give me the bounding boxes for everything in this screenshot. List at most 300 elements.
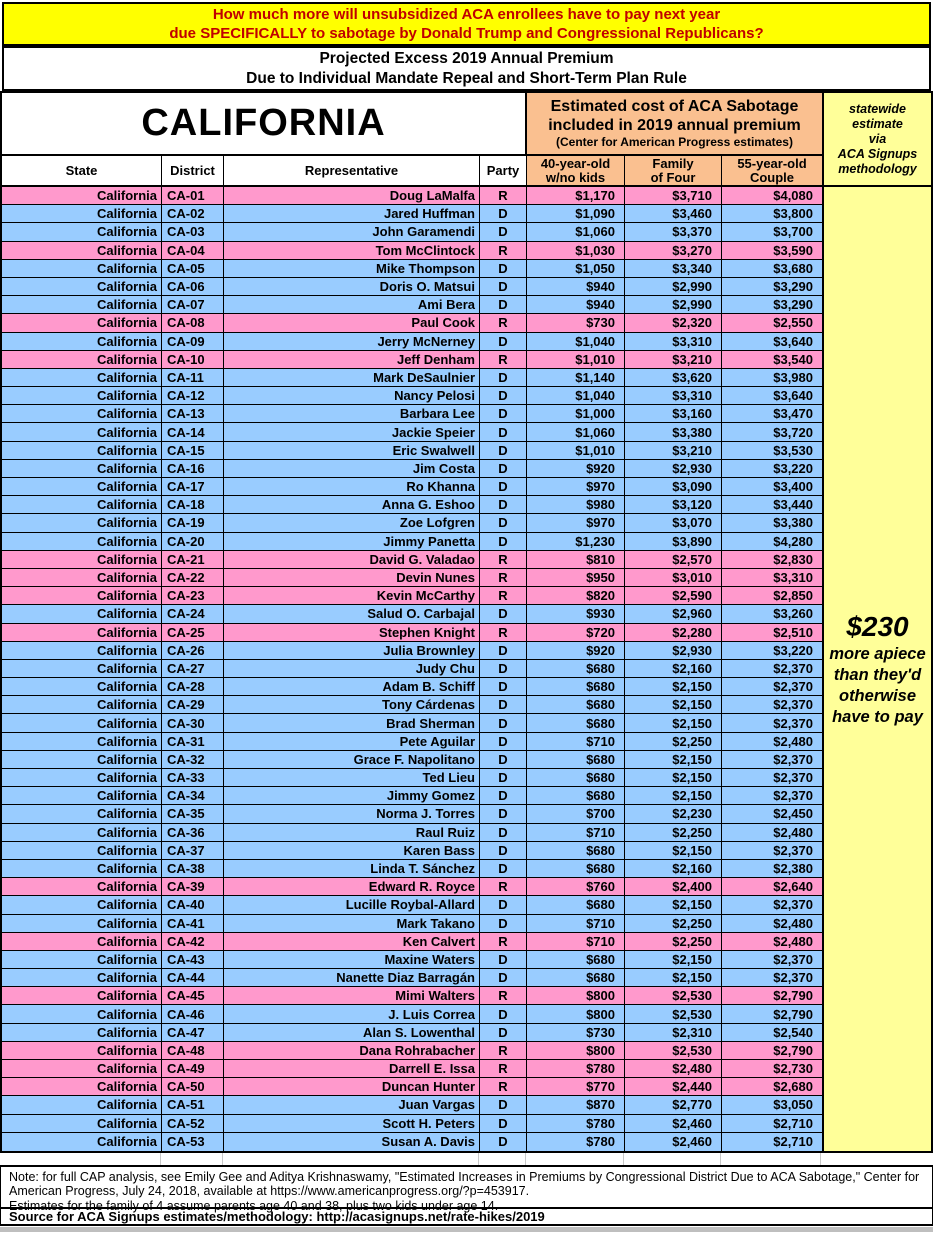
premium-55yo-cell: $2,370 xyxy=(773,660,813,676)
table-row-ca-44 xyxy=(2,969,822,987)
state-cell: California xyxy=(2,242,162,259)
representative-cell: Dana Rohrabacher xyxy=(224,1042,480,1059)
district-cell: CA-48 xyxy=(162,1042,224,1059)
district-cell: CA-13 xyxy=(162,405,224,422)
district-cell: CA-11 xyxy=(162,369,224,386)
party-cell: D xyxy=(480,1005,527,1022)
column-header-representative xyxy=(224,156,480,185)
premium-40yo-cell: $680 xyxy=(527,751,625,768)
table-row-ca-02 xyxy=(2,205,822,223)
table-row-ca-46 xyxy=(2,1005,822,1023)
representative-cell: Paul Cook xyxy=(224,314,480,331)
callout-line-4: have to pay xyxy=(832,707,923,726)
party-cell: D xyxy=(480,260,527,277)
table-row-ca-43 xyxy=(2,951,822,969)
party-cell: D xyxy=(480,842,527,859)
premium-55yo-cell: $3,290 xyxy=(773,297,813,313)
premium-55yo-cell: $2,370 xyxy=(773,897,813,913)
premium-40yo-cell: $970 xyxy=(527,478,625,495)
premium-55yo-cell: $3,440 xyxy=(773,497,813,513)
table-row-ca-22 xyxy=(2,569,822,587)
premium-40yo-cell: $680 xyxy=(527,842,625,859)
state-cell: California xyxy=(2,969,162,986)
premium-40yo-cell: $710 xyxy=(527,915,625,932)
premium-55yo-cell: $2,370 xyxy=(773,715,813,731)
state-cell: California xyxy=(2,1115,162,1132)
premium-55yo-cell: $2,730 xyxy=(773,1061,813,1077)
representative-cell: Anna G. Eshoo xyxy=(224,496,480,513)
party-cell: D xyxy=(480,533,527,550)
table-row-ca-09 xyxy=(2,333,822,351)
premium-40yo-cell: $930 xyxy=(527,605,625,622)
table-row-ca-28 xyxy=(2,678,822,696)
premium-55yo-cell: $3,590 xyxy=(773,242,813,258)
premium-40yo-cell: $700 xyxy=(527,805,625,822)
representative-cell: Ro Khanna xyxy=(224,478,480,495)
party-cell: R xyxy=(480,569,527,586)
premium-55yo-cell: $2,370 xyxy=(773,770,813,786)
callout-line-2: than they'd xyxy=(833,665,922,684)
party-cell: D xyxy=(480,496,527,513)
subtitle-box xyxy=(2,46,931,91)
party-cell: D xyxy=(480,696,527,713)
state-cell: California xyxy=(2,314,162,331)
table-row-ca-20 xyxy=(2,533,822,551)
state-cell: California xyxy=(2,878,162,895)
premium-family4-cell: $2,150 xyxy=(625,769,722,786)
table-region xyxy=(0,91,933,1153)
premium-55yo-cell: $2,480 xyxy=(773,915,813,931)
footnote-family: Estimates for the family of 4 assume parents age 40 and 38, plus two kids under age 14. xyxy=(9,1198,499,1213)
table-row-ca-40 xyxy=(2,896,822,914)
premium-40yo-cell: $760 xyxy=(527,878,625,895)
premium-family4-cell: $3,460 xyxy=(625,205,722,222)
table-row-ca-37 xyxy=(2,842,822,860)
premium-40yo-cell: $710 xyxy=(527,824,625,841)
representative-cell: Alan S. Lowenthal xyxy=(224,1024,480,1041)
premium-55yo-cell: $3,220 xyxy=(773,460,813,476)
premium-40yo-cell: $680 xyxy=(527,696,625,713)
representative-cell: Barbara Lee xyxy=(224,405,480,422)
representative-cell: Juan Vargas xyxy=(224,1096,480,1113)
party-cell: R xyxy=(480,1078,527,1095)
representative-cell: Adam B. Schiff xyxy=(224,678,480,695)
district-cell: CA-37 xyxy=(162,842,224,859)
premium-55yo-cell: $3,220 xyxy=(773,642,813,658)
representative-cell: Devin Nunes xyxy=(224,569,480,586)
party-cell: D xyxy=(480,605,527,622)
district-cell: CA-33 xyxy=(162,769,224,786)
district-cell: CA-47 xyxy=(162,1024,224,1041)
premium-family4-cell: $2,150 xyxy=(625,714,722,731)
premium-55yo-cell: $2,370 xyxy=(773,788,813,804)
party-cell: R xyxy=(480,187,527,204)
party-cell: D xyxy=(480,514,527,531)
premium-family4-cell: $2,570 xyxy=(625,551,722,568)
premium-55yo-cell: $2,850 xyxy=(773,588,813,604)
district-cell: CA-36 xyxy=(162,824,224,841)
representative-cell: Jimmy Gomez xyxy=(224,787,480,804)
party-cell: D xyxy=(480,478,527,495)
table-row-ca-17 xyxy=(2,478,822,496)
party-cell: D xyxy=(480,205,527,222)
premium-40yo-cell: $800 xyxy=(527,1042,625,1059)
state-cell: California xyxy=(2,824,162,841)
premium-55yo-cell: $2,450 xyxy=(773,806,813,822)
premium-family4-cell: $2,160 xyxy=(625,660,722,677)
premium-55yo-cell: $3,470 xyxy=(773,406,813,422)
column-header-55yo-line1: 55-year-old xyxy=(737,155,807,171)
district-cell: CA-50 xyxy=(162,1078,224,1095)
state-cell: California xyxy=(2,787,162,804)
table-row-ca-03 xyxy=(2,223,822,241)
party-cell: R xyxy=(480,1042,527,1059)
district-cell: CA-06 xyxy=(162,278,224,295)
district-cell: CA-04 xyxy=(162,242,224,259)
representative-cell: Eric Swalwell xyxy=(224,442,480,459)
premium-family4-cell: $3,210 xyxy=(625,442,722,459)
premium-family4-cell: $2,960 xyxy=(625,605,722,622)
premium-40yo-cell: $920 xyxy=(527,642,625,659)
column-header-40yo-line1: 40-year-old xyxy=(540,155,611,171)
representative-cell: Mark Takano xyxy=(224,915,480,932)
statewide-amount: $230 xyxy=(846,610,909,642)
table-row-ca-05 xyxy=(2,260,822,278)
premium-55yo-cell: $2,370 xyxy=(773,970,813,986)
table-row-ca-12 xyxy=(2,387,822,405)
district-cell: CA-12 xyxy=(162,387,224,404)
premium-55yo-cell: $3,700 xyxy=(773,224,813,240)
premium-55yo-cell: $2,790 xyxy=(773,1042,813,1058)
representative-cell: Susan A. Davis xyxy=(224,1133,480,1151)
district-cell: CA-53 xyxy=(162,1133,224,1151)
state-cell: California xyxy=(2,987,162,1004)
table-row-ca-48 xyxy=(2,1042,822,1060)
premium-family4-cell: $3,890 xyxy=(625,533,722,550)
column-header-family4-line1: Family xyxy=(652,155,694,171)
state-cell: California xyxy=(2,624,162,641)
premium-family4-cell: $2,150 xyxy=(625,969,722,986)
premium-55yo-cell: $2,480 xyxy=(773,824,813,840)
premium-family4-cell: $2,150 xyxy=(625,896,722,913)
premium-family4-cell: $3,380 xyxy=(625,423,722,440)
premium-family4-cell: $3,210 xyxy=(625,351,722,368)
state-cell: California xyxy=(2,678,162,695)
representative-cell: Raul Ruiz xyxy=(224,824,480,841)
district-cell: CA-29 xyxy=(162,696,224,713)
table-row-ca-01 xyxy=(2,187,822,205)
state-cell: California xyxy=(2,387,162,404)
party-cell: D xyxy=(480,660,527,677)
premium-family4-cell: $2,480 xyxy=(625,1060,722,1077)
premium-40yo-cell: $1,040 xyxy=(527,333,625,350)
premium-55yo-cell: $3,800 xyxy=(773,206,813,222)
premium-40yo-cell: $800 xyxy=(527,1005,625,1022)
premium-family4-cell: $3,120 xyxy=(625,496,722,513)
party-cell: R xyxy=(480,587,527,604)
state-cell: California xyxy=(2,696,162,713)
cap-header-line-2: included in 2019 annual premium xyxy=(548,117,801,134)
table-row-ca-47 xyxy=(2,1024,822,1042)
district-cell: CA-21 xyxy=(162,551,224,568)
headline-line-1: How much more will unsubsidized ACA enrollees have to pay next year xyxy=(212,6,721,23)
state-cell: California xyxy=(2,296,162,313)
table-row-ca-14 xyxy=(2,423,822,441)
table-row-ca-53 xyxy=(2,1133,822,1151)
state-cell: California xyxy=(2,587,162,604)
table-row-ca-26 xyxy=(2,642,822,660)
district-cell: CA-24 xyxy=(162,605,224,622)
state-cell: California xyxy=(2,223,162,240)
representative-cell: Jim Costa xyxy=(224,460,480,477)
state-cell: California xyxy=(2,951,162,968)
party-cell: R xyxy=(480,1060,527,1077)
party-cell: D xyxy=(480,951,527,968)
district-cell: CA-07 xyxy=(162,296,224,313)
premium-55yo-cell: $2,370 xyxy=(773,951,813,967)
column-header-state-label: State xyxy=(65,162,98,178)
district-cell: CA-42 xyxy=(162,933,224,950)
premium-40yo-cell: $1,010 xyxy=(527,351,625,368)
state-cell: California xyxy=(2,1060,162,1077)
spreadsheet-gap-strip xyxy=(0,1153,933,1165)
premium-family4-cell: $2,990 xyxy=(625,296,722,313)
premium-40yo-cell: $820 xyxy=(527,587,625,604)
methodology-line-1: statewide estimate xyxy=(849,101,906,131)
subtitle-line-1: Projected Excess 2019 Annual Premium xyxy=(319,49,614,67)
party-cell: D xyxy=(480,387,527,404)
party-cell: D xyxy=(480,1133,527,1151)
state-cell: California xyxy=(2,660,162,677)
table-row-ca-39 xyxy=(2,878,822,896)
premium-40yo-cell: $970 xyxy=(527,514,625,531)
district-cell: CA-43 xyxy=(162,951,224,968)
column-header-40yo-line2: w/no kids xyxy=(545,169,606,185)
premium-40yo-cell: $680 xyxy=(527,951,625,968)
party-cell: D xyxy=(480,1096,527,1113)
premium-40yo-cell: $680 xyxy=(527,969,625,986)
party-cell: D xyxy=(480,369,527,386)
representative-cell: Kevin McCarthy xyxy=(224,587,480,604)
premium-40yo-cell: $780 xyxy=(527,1060,625,1077)
table-header-top xyxy=(2,93,822,156)
representative-cell: Ken Calvert xyxy=(224,933,480,950)
representative-cell: Lucille Roybal-Allard xyxy=(224,896,480,913)
party-cell: R xyxy=(480,314,527,331)
representative-cell: Judy Chu xyxy=(224,660,480,677)
district-cell: CA-08 xyxy=(162,314,224,331)
district-cell: CA-10 xyxy=(162,351,224,368)
callout-line-1: more apiece xyxy=(829,644,926,663)
representative-cell: Duncan Hunter xyxy=(224,1078,480,1095)
representative-cell: Jared Huffman xyxy=(224,205,480,222)
party-cell: D xyxy=(480,296,527,313)
district-cell: CA-15 xyxy=(162,442,224,459)
premium-40yo-cell: $680 xyxy=(527,860,625,877)
premium-40yo-cell: $680 xyxy=(527,714,625,731)
representative-cell: Ted Lieu xyxy=(224,769,480,786)
premium-40yo-cell: $940 xyxy=(527,278,625,295)
party-cell: D xyxy=(480,278,527,295)
district-cell: CA-16 xyxy=(162,460,224,477)
premium-55yo-cell: $3,400 xyxy=(773,479,813,495)
premium-55yo-cell: $2,640 xyxy=(773,879,813,895)
premium-family4-cell: $2,150 xyxy=(625,842,722,859)
table-row-ca-42 xyxy=(2,933,822,951)
district-cell: CA-40 xyxy=(162,896,224,913)
district-cell: CA-05 xyxy=(162,260,224,277)
state-cell: California xyxy=(2,805,162,822)
premium-40yo-cell: $950 xyxy=(527,569,625,586)
party-cell: R xyxy=(480,624,527,641)
representative-cell: John Garamendi xyxy=(224,223,480,240)
table-row-ca-29 xyxy=(2,696,822,714)
table-row-ca-21 xyxy=(2,551,822,569)
representative-cell: Mimi Walters xyxy=(224,987,480,1004)
table-body xyxy=(2,187,822,1151)
premium-55yo-cell: $3,720 xyxy=(773,424,813,440)
headline-banner xyxy=(2,2,931,46)
representative-cell: Jackie Speier xyxy=(224,423,480,440)
premium-55yo-cell: $2,480 xyxy=(773,933,813,949)
representative-cell: Norma J. Torres xyxy=(224,805,480,822)
table-row-ca-30 xyxy=(2,714,822,732)
premium-40yo-cell: $730 xyxy=(527,314,625,331)
party-cell: D xyxy=(480,460,527,477)
source-text: Source for ACA Signups estimates/methodology: http://acasignups.net/rate-hikes/2019 xyxy=(9,1208,545,1224)
table-row-ca-35 xyxy=(2,805,822,823)
premium-40yo-cell: $980 xyxy=(527,496,625,513)
district-cell: CA-45 xyxy=(162,987,224,1004)
premium-40yo-cell: $920 xyxy=(527,460,625,477)
representative-cell: Karen Bass xyxy=(224,842,480,859)
state-cell: California xyxy=(2,860,162,877)
state-cell: California xyxy=(2,1133,162,1151)
premium-family4-cell: $2,400 xyxy=(625,878,722,895)
premium-family4-cell: $3,010 xyxy=(625,569,722,586)
table-row-ca-08 xyxy=(2,314,822,332)
representative-cell: Stephen Knight xyxy=(224,624,480,641)
premium-40yo-cell: $680 xyxy=(527,660,625,677)
premium-family4-cell: $2,930 xyxy=(625,642,722,659)
premium-family4-cell: $2,150 xyxy=(625,787,722,804)
party-cell: D xyxy=(480,333,527,350)
headline-line-2: due SPECIFICALLY to sabotage by Donald Trump and Congressional Republicans? xyxy=(169,25,764,42)
premium-family4-cell: $2,150 xyxy=(625,696,722,713)
district-cell: CA-22 xyxy=(162,569,224,586)
district-cell: CA-28 xyxy=(162,678,224,695)
table-row-ca-19 xyxy=(2,514,822,532)
table-row-ca-45 xyxy=(2,987,822,1005)
party-cell: D xyxy=(480,751,527,768)
district-cell: CA-02 xyxy=(162,205,224,222)
premium-40yo-cell: $1,050 xyxy=(527,260,625,277)
premium-55yo-cell: $2,710 xyxy=(773,1115,813,1131)
district-cell: CA-26 xyxy=(162,642,224,659)
premium-family4-cell: $3,270 xyxy=(625,242,722,259)
column-header-party-label: Party xyxy=(486,162,520,178)
statewide-callout xyxy=(824,187,931,1151)
premium-family4-cell: $2,230 xyxy=(625,805,722,822)
party-cell: D xyxy=(480,769,527,786)
premium-40yo-cell: $870 xyxy=(527,1096,625,1113)
callout-line-3: otherwise xyxy=(838,686,917,705)
party-cell: D xyxy=(480,969,527,986)
state-cell: California xyxy=(2,569,162,586)
representative-cell: Tom McClintock xyxy=(224,242,480,259)
table-row-ca-31 xyxy=(2,733,822,751)
column-header-district xyxy=(162,156,224,185)
table-row-ca-38 xyxy=(2,860,822,878)
table-row-ca-32 xyxy=(2,751,822,769)
district-cell: CA-39 xyxy=(162,878,224,895)
party-cell: D xyxy=(480,1024,527,1041)
party-cell: D xyxy=(480,733,527,750)
premium-40yo-cell: $680 xyxy=(527,787,625,804)
representative-cell: Maxine Waters xyxy=(224,951,480,968)
representative-cell: Tony Cárdenas xyxy=(224,696,480,713)
state-cell: California xyxy=(2,369,162,386)
premium-55yo-cell: $3,050 xyxy=(773,1097,813,1113)
district-cell: CA-38 xyxy=(162,860,224,877)
district-cell: CA-46 xyxy=(162,1005,224,1022)
state-cell: California xyxy=(2,1042,162,1059)
table-row-ca-16 xyxy=(2,460,822,478)
premium-family4-cell: $2,150 xyxy=(625,951,722,968)
representative-cell: Jimmy Panetta xyxy=(224,533,480,550)
premium-family4-cell: $2,250 xyxy=(625,824,722,841)
premium-55yo-cell: $3,980 xyxy=(773,369,813,385)
cap-estimates-header xyxy=(527,93,822,154)
premium-40yo-cell: $1,140 xyxy=(527,369,625,386)
premium-40yo-cell: $680 xyxy=(527,896,625,913)
cap-header-line-1: Estimated cost of ACA Sabotage xyxy=(550,98,799,115)
district-cell: CA-19 xyxy=(162,514,224,531)
premium-family4-cell: $2,460 xyxy=(625,1133,722,1151)
state-cell: California xyxy=(2,460,162,477)
premium-55yo-cell: $3,310 xyxy=(773,570,813,586)
district-cell: CA-32 xyxy=(162,751,224,768)
district-cell: CA-18 xyxy=(162,496,224,513)
state-cell: California xyxy=(2,278,162,295)
methodology-line-3: ACA Signups xyxy=(837,146,918,161)
premium-55yo-cell: $3,260 xyxy=(773,606,813,622)
premium-55yo-cell: $3,640 xyxy=(773,333,813,349)
premium-40yo-cell: $730 xyxy=(527,1024,625,1041)
party-cell: R xyxy=(480,351,527,368)
premium-40yo-cell: $1,230 xyxy=(527,533,625,550)
representative-cell: Zoe Lofgren xyxy=(224,514,480,531)
premium-55yo-cell: $2,480 xyxy=(773,733,813,749)
district-cell: CA-49 xyxy=(162,1060,224,1077)
representative-cell: Mike Thompson xyxy=(224,260,480,277)
table-row-ca-51 xyxy=(2,1096,822,1114)
table-row-ca-41 xyxy=(2,915,822,933)
party-cell: D xyxy=(480,714,527,731)
premium-40yo-cell: $720 xyxy=(527,624,625,641)
premium-family4-cell: $3,710 xyxy=(625,187,722,204)
state-cell: California xyxy=(2,260,162,277)
party-cell: D xyxy=(480,405,527,422)
state-cell: California xyxy=(2,187,162,204)
district-cell: CA-17 xyxy=(162,478,224,495)
subtitle-line-2: Due to Individual Mandate Repeal and Short-Term Plan Rule xyxy=(246,69,687,87)
premium-family4-cell: $2,460 xyxy=(625,1115,722,1132)
district-cell: CA-20 xyxy=(162,533,224,550)
premium-55yo-cell: $3,680 xyxy=(773,260,813,276)
premium-family4-cell: $3,160 xyxy=(625,405,722,422)
premium-55yo-cell: $4,280 xyxy=(773,533,813,549)
